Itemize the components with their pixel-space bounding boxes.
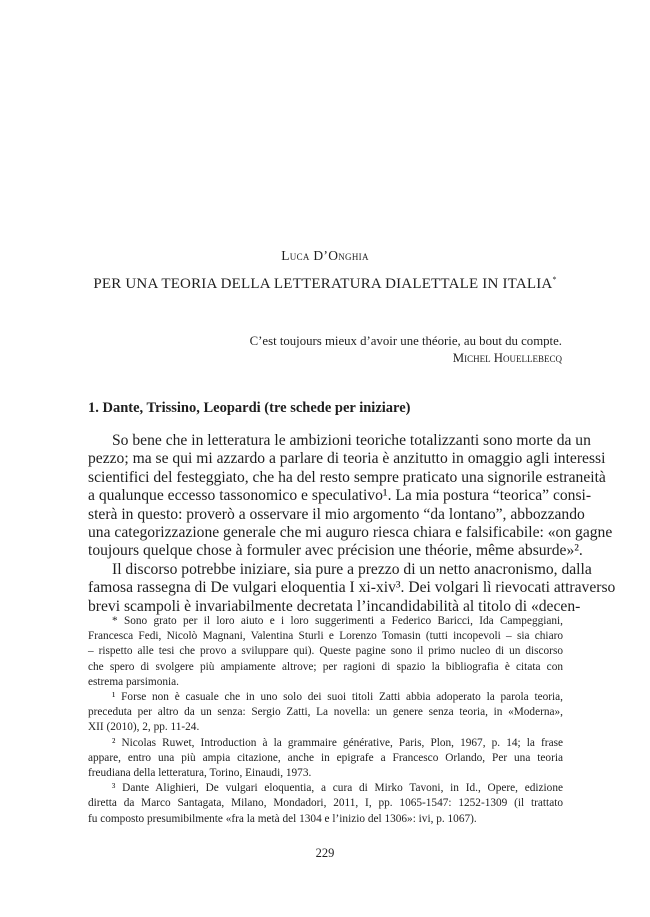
body-line: a qualunque eccesso tassonomico e speculativo¹. La mia postura “teorica” consi- — [88, 487, 592, 505]
body-line: una categorizzazione generale che mi auguro riesca chiara e falsificabile: «on gagne — [88, 524, 613, 542]
footnote-line: fu composto presumibilmente «fra la metà del 1304 e l’inizio del 1306»: ivi, p. 1067). — [88, 812, 477, 825]
footnote-line: – rispetto alle tesi che provo a sviluppare qui). Queste pagine sono il primo nucleo di un discorso — [88, 645, 563, 658]
footnote-line: ¹ Forse non è casuale che in uno solo dei suoi titoli Zatti abbia adoperato la parola teoria, — [112, 691, 563, 704]
body-line: scientifici del festeggiato, che ha del resto sempre praticato una signorile estraneità — [88, 468, 606, 486]
footnote-line: diretta da Marco Santagata, Milano, Mondadori, 2011, I, pp. 1065-1547: 1252-1309 (il trattato — [88, 797, 563, 810]
footnote-line: ³ Dante Alighieri, De vulgari eloquentia, a cura di Mirko Tavoni, in Id., Opere, edizione — [112, 782, 563, 795]
body-line: pezzo; ma se qui mi azzardo a parlare di teoria è anzitutto in omaggio agli interessi — [88, 450, 606, 468]
epigraph-quote: C’est toujours mieux d’avoir une théorie, au bout du compte. — [249, 334, 562, 348]
author-name: Luca D’Onghia — [281, 248, 369, 263]
epigraph — [250, 333, 562, 367]
body-line: famosa rassegna di De vulgari eloquentia I xi-xiv³. Dei volgari lì rievocati attraverso — [88, 579, 616, 597]
article-title — [0, 276, 650, 293]
body-line: So bene che in letteratura le ambizioni teoriche totalizzanti sono morte da un — [112, 432, 591, 449]
body-line: toujours quelque chose à formuler avec précision une théorie, même absurde»². — [88, 542, 583, 560]
footnote-line: appare, entro una più ampia citazione, anche in epigrafe a Francesco Orlando, Per una teoria — [88, 751, 563, 764]
footnote-line: freudiana della letteratura, Torino, Einaudi, 1973. — [88, 767, 312, 780]
body-line: Il discorso potrebbe iniziare, sia pure a prezzo di un netto anacronismo, dalla — [112, 560, 592, 578]
footnote-line: * Sono grato per il loro aiuto e i loro suggerimenti a Federico Baricci, Ida Campeggiani, — [112, 615, 563, 627]
title-note-marker: * — [552, 275, 557, 284]
footnote-line: ² Nicolas Ruwet, Introduction à la grammaire générative, Paris, Plon, 1967, p. 14; la frase — [112, 736, 563, 749]
article-title-text: PER UNA TEORIA DELLA LETTERATURA DIALETTALE IN ITALIA — [93, 276, 553, 292]
section-heading: 1. Dante, Trissino, Leopardi (tre schede per iniziare) — [88, 400, 411, 416]
footnote-line: preceduta per altro da un senza: Sergio Zatti, La novella: un genere senza teoria, in «Moderna», — [88, 706, 563, 719]
footnote-line: XII (2010), 2, pp. 11-24. — [88, 721, 200, 734]
epigraph-attribution: Michel Houellebecq — [452, 351, 562, 365]
footnote-line: che spero di svolgere più ampiamente altrove; per ragioni di spazio la bibliografia è citata con — [88, 660, 563, 673]
footnote-line: Francesca Fedi, Nicolò Magnani, Valentina Sturli e Lorenzo Tomasin (tutti incopevoli – sia chiaro — [88, 630, 563, 643]
body-line: sterà in questo: proverò a osservare il mio argomento “da lontano”, abbozzando — [88, 505, 585, 523]
body-text — [88, 432, 616, 616]
body-line: brevi scampoli è invariabilmente decretata l’incandidabilità al titolo di «decen- — [88, 597, 581, 615]
page-number: 229 — [315, 846, 335, 860]
footnote-line: estrema parsimonia. — [88, 675, 179, 688]
footnotes — [88, 614, 563, 827]
